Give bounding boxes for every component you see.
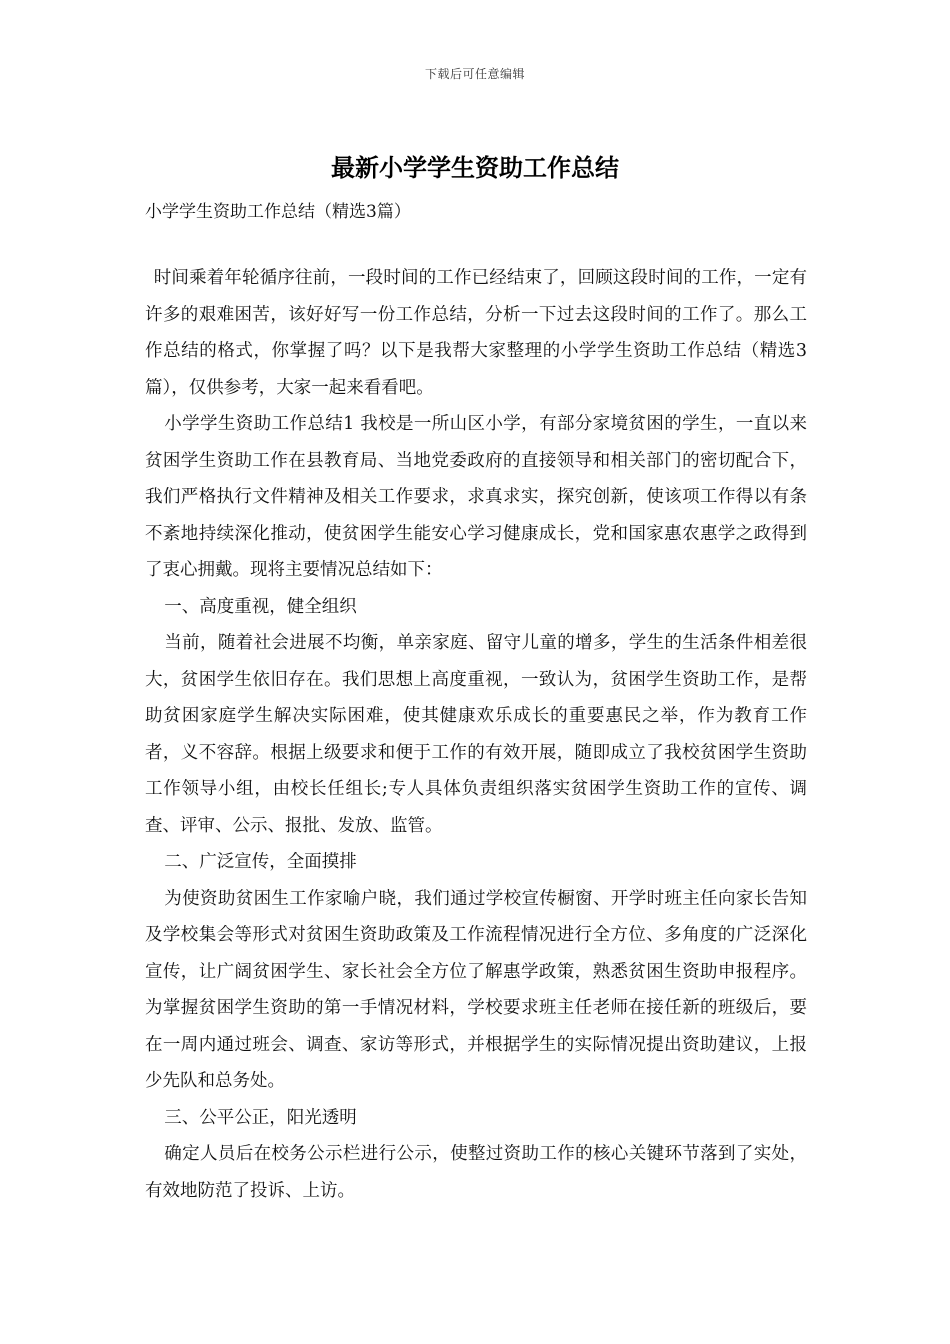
intro-paragraph: 时间乘着年轮循序往前，一段时间的工作已经结束了，回顾这段时间的工作，一定有许多的艰难困苦，该好好写一份工作总结，分析一下过去这段时间的工作了。那么工作总结的格式，你掌握了吗？以下是我帮大家整理的小学学生资助工作总结（精选3篇），仅供参考，大家一起来看看吧。	[145, 268, 807, 398]
section-heading-3: 三、公平公正，阳光透明	[164, 1107, 357, 1128]
document-title: 最新小学学生资助工作总结	[331, 154, 619, 182]
section1-opening-paragraph: 小学学生资助工作总结1 我校是一所山区小学，有部分家境贫困的学生，一直以来贫困学生资助工作在县教育局、当地党委政府的直接领导和相关部门的密切配合下，我们严格执行文件精神及相关工作要求，求真求实，探究创新，使该项工作得以有条不紊地持续深化推动，使贫困学生能安心学习健康成长，党和国家惠农惠学之政得到了衷心拥戴。现将主要情况总结如下：	[145, 414, 807, 580]
paragraph-3: 确定人员后在校务公示栏进行公示，使整过资助工作的核心关键环节落到了实处，有效地防范了投诉、上访。	[145, 1144, 807, 1201]
paragraph-2: 为使资助贫困生工作家喻户晓，我们通过学校宣传橱窗、开学时班主任向家长告知及学校集会等形式对贫困生资助政策及工作流程情况进行全方位、多角度的广泛深化宣传，让广阔贫困学生、家长社会全方位了解惠学政策，熟悉贫困生资助申报程序。为掌握贫困学生资助的第一手情况材料，学校要求班主任老师在接任新的班级后，要在一周内通过班会、调查、家访等形式，并根据学生的实际情况提出资助建议，上报少先队和总务处。	[145, 888, 807, 1091]
section-heading-2: 二、广泛宣传，全面摸排	[164, 852, 357, 872]
section-heading-1: 一、高度重视，健全组织	[164, 596, 357, 617]
paragraph-1: 当前，随着社会进展不均衡，单亲家庭、留守儿童的增多，学生的生活条件相差很大，贫困学生依旧存在。我们思想上高度重视，一致认为，贫困学生资助工作，是帮助贫困家庭学生解决实际困难，使其健康欢乐成长的重要惠民之举，作为教育工作者，义不容辞。根据上级要求和便于工作的有效开展，随即成立了我校贫困学生资助工作领导小组，由校长任组长;专人具体负责组织落实贫困学生资助工作的宣传、调查、评审、公示、报批、发放、监管。	[145, 633, 807, 836]
document-body	[145, 260, 807, 1209]
header-note: 下载后可任意编辑	[424, 67, 525, 81]
document-subtitle: 小学学生资助工作总结（精选3篇）	[145, 202, 411, 222]
